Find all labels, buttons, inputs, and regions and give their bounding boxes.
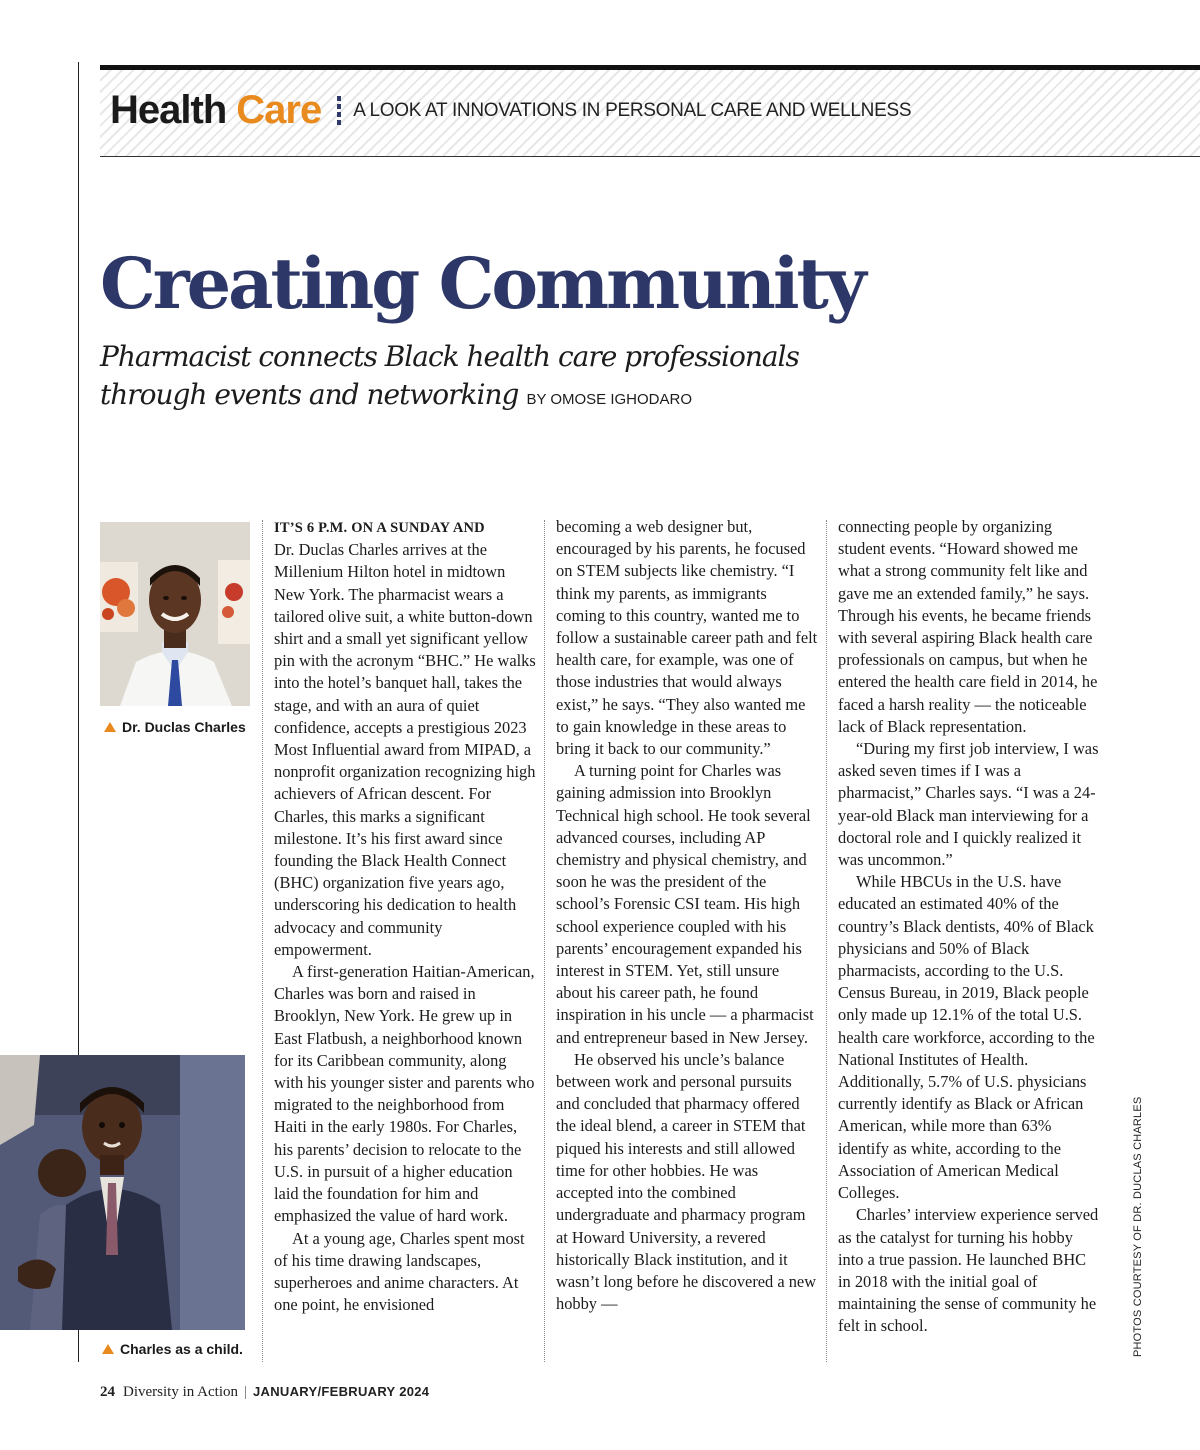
section-title-care: Care [236, 88, 322, 132]
magazine-name: Diversity in Action [123, 1384, 238, 1400]
section-header [100, 65, 1200, 157]
paragraph: Charles’ interview experience served as the catalyst for turning his hobby into a true passion. He launched BHC in 2018 with the initial goal of maintaining the sense of community he felt in school. [838, 1205, 1099, 1336]
paragraph: “During my first job interview, I was asked seven times if I was a pharmacist,” Charles says. “I was a 24-year-old Black man interviewing for a doctoral role and I quickly realized it was uncommon.” [838, 739, 1099, 870]
caption-adult [104, 719, 246, 735]
lead-in: IT’S 6 P.M. ON A SUNDAY AND [274, 520, 485, 536]
paragraph: He observed his uncle’s balance between work and personal pursuits and concluded that pharmacy offered the ideal blend, a career in STEM that piqued his interests and still allowed time for other hobbies. He was accepted into the combined undergraduate and pharmacy program at Howard University, a revered historically Black institution, and it wasn’t long before he discovered a new hobby — [556, 1049, 817, 1314]
article-headline: Creating Community [100, 242, 864, 325]
childhood-illustration [0, 1055, 245, 1330]
page-number: 24 [100, 1384, 115, 1400]
paragraph: becoming a web designer but, encouraged by his parents, he focused on STEM subjects like chemistry. “I think my parents, as immigrants coming to this country, wanted me to follow a sustainable career path and felt health care, for example, was one of those industries that would always exist,” he says. “They also wanted me to gain knowledge in these areas to bring it back to our community.” [556, 517, 818, 759]
paragraph-text: Dr. Duclas Charles arrives at the Millenium Hilton hotel in midtown New York. The pharmacist wears a tailored olive suit, a white button-down shirt and a small yet significant yellow pin with the acronym “BHC.” He walks into the hotel’s banquet hall, takes the stage, and with an aura of quiet confidence, accepts a prestigious 2023 Most Influential award from MIPAD, a nonprofit organization recognizing high achievers of African descent. For Charles, this marks a significant milestone. It’s his first award since founding the Black Health Connect (BHC) organization five years ago, underscoring his dedication to health advocacy and community empowerment. [274, 540, 536, 959]
caption-child-text: Charles as a child. [120, 1341, 243, 1357]
body-column-2 [556, 516, 818, 1366]
photo-credit: PHOTOS COURTESY OF DR. DUCLAS CHARLES [1132, 1096, 1144, 1357]
portrait-photo [100, 522, 250, 706]
column-rule-1 [262, 520, 263, 1362]
byline: BY OMOSE IGHODARO [526, 391, 693, 408]
childhood-photo [0, 1055, 245, 1330]
issue-date: JANUARY/FEBRUARY 2024 [253, 1384, 430, 1399]
dots-divider-icon [337, 96, 341, 125]
paragraph: A first-generation Haitian-American, Charles was born and raised in Brooklyn, New York. He grew up in East Flatbush, a neighborhood known for its Caribbean community, along with his younger sister and parents who migrated to the neighborhood from Haiti in the early 1980s. For Charles, his parents’ decision to relocate to the U.S. in pursuit of a higher education laid the foundation for him and emphasized the value of hard work. [274, 962, 535, 1226]
paragraph [274, 516, 536, 961]
paragraph: connecting people by organizing student events. “Howard showed me what a strong community felt like and gave me an extended family,” he says. Through his events, he became friends with several aspiring Black health care professionals on campus, but when he entered the health care field in 2014, he faced a harsh reality — the noticeable lack of Black representation. [838, 517, 1098, 736]
caption-child [102, 1341, 243, 1357]
page-footer [100, 1384, 429, 1401]
column-rule-2 [544, 520, 545, 1362]
triangle-up-icon [102, 1344, 114, 1354]
triangle-up-icon [104, 722, 116, 732]
portrait-illustration [100, 522, 250, 706]
column-rule-3 [826, 520, 827, 1362]
paragraph: A turning point for Charles was gaining admission into Brooklyn Technical high school. He took several advanced courses, including AP chemistry and physical chemistry, and soon he was the president of the school’s Forensic CSI team. His high school experience coupled with his parents’ encouragement expanded his interest in STEM. Yet, still unsure about his career path, he found inspiration in his uncle — a pharmacist and entrepreneur based in New Jersey. [556, 761, 814, 1047]
article-deck [100, 338, 900, 419]
footer-separator: | [244, 1384, 248, 1400]
paragraph: At a young age, Charles spent most of his time drawing landscapes, superheroes and anime characters. At one point, he envisioned [274, 1228, 525, 1315]
paragraph: While HBCUs in the U.S. have educated an estimated 40% of the country’s Black dentists, 40% of Black physicians and 50% of Black pharmacists, according to the U.S. Census Bureau, in 2019, Black people only made up 12.1% of the total U.S. health care workforce, according to the National Institutes of Health. Additionally, 5.7% of U.S. physicians currently identify as Black or African American, while more than 63% identify as white, according to the Association of American Medical Colleges. [838, 872, 1095, 1203]
body-column-1 [274, 516, 536, 1366]
caption-adult-text: Dr. Duclas Charles [122, 719, 246, 735]
section-title-health: Health [110, 88, 227, 132]
section-tagline: A LOOK AT INNOVATIONS IN PERSONAL CARE AND WELLNESS [353, 99, 912, 121]
deck-text: Pharmacist connects Black health care professionals through events and networking [100, 340, 799, 411]
body-column-3 [838, 516, 1102, 1366]
